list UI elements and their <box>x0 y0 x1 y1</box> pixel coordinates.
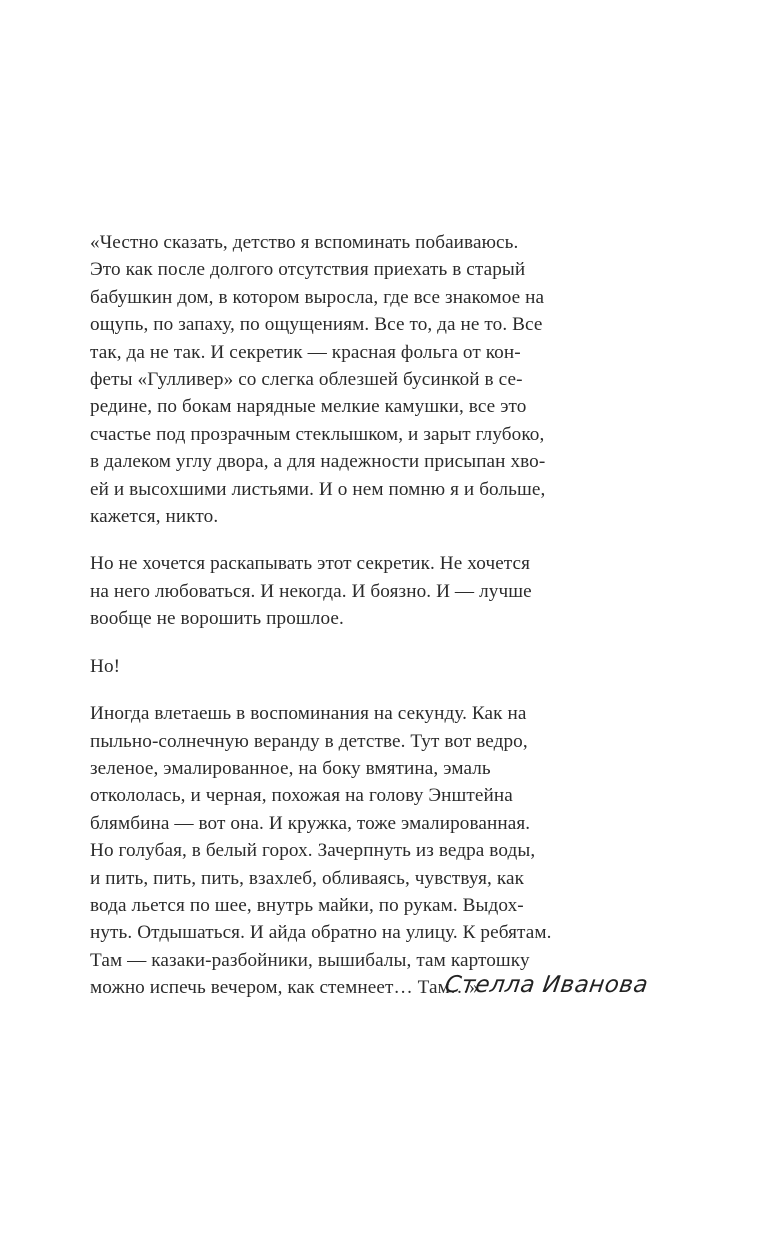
text-line: и пить, пить, пить, взахлеб, обливаясь, чувствуя, как <box>90 867 524 889</box>
text-line: редине, по бокам нарядные мелкие камушки, все это <box>90 396 527 418</box>
text-line: пыльно-солнечную веранду в детстве. Тут вот ведро, <box>90 730 528 752</box>
text-line: ей и высохшими листьями. И о нем помню я и больше, <box>90 478 546 500</box>
paragraph <box>90 229 650 530</box>
paragraph <box>90 653 650 680</box>
text-line: нуть. Отдышаться. И айда обратно на улицу. К ребятам. <box>90 922 552 944</box>
text-line: Но! <box>90 655 121 677</box>
text-line: Это как после долгого отсутствия приехать в старый <box>90 259 526 281</box>
text-line: в далеком углу двора, а для надежности присыпан хво- <box>90 451 546 473</box>
text-line: на него любоваться. И некогда. И боязно. И — лучше <box>90 580 532 602</box>
text-line: кажется, никто. <box>90 506 219 528</box>
quote-text <box>90 229 650 1022</box>
text-line: счастье под прозрачным стеклышком, и зарыт глубоко, <box>90 423 545 445</box>
text-line: ощупь, по запаху, по ощущениям. Все то, да не то. Все <box>90 314 543 336</box>
author-signature: Стелла Иванова <box>443 972 650 998</box>
text-line: вода льется по шее, внутрь майки, по рукам. Выдох- <box>90 894 524 916</box>
text-line: блямбина — вот она. И кружка, тоже эмалированная. <box>90 812 531 834</box>
text-line: зеленое, эмалированное, на боку вмятина, эмаль <box>90 757 491 779</box>
paragraph <box>90 550 650 632</box>
text-line: Иногда влетаешь в воспоминания на секунду. Как на <box>90 703 527 725</box>
text-line: Там — казаки-разбойники, вышибалы, там картошку <box>90 949 530 971</box>
text-line: «Честно сказать, детство я вспоминать побаиваюсь. <box>90 232 519 253</box>
paragraph <box>90 700 650 1001</box>
text-line: феты «Гулливер» со слегка облезшей бусинкой в се- <box>90 369 523 391</box>
text-line: бабушкин дом, в котором выросла, где все знакомое на <box>90 286 545 308</box>
text-line: Но не хочется раскапывать этот секретик. Не хочется <box>90 553 531 575</box>
text-line: откололась, и черная, похожая на голову Энштейна <box>90 785 513 807</box>
text-line: можно испечь вечером, как стемнеет… Там…» <box>90 977 479 999</box>
text-line: Но голубая, в белый горох. Зачерпнуть из ведра воды, <box>90 840 536 862</box>
text-line: вообще не ворошить прошлое. <box>90 608 344 630</box>
text-line: так, да не так. И секретик — красная фольга от кон- <box>90 341 521 363</box>
